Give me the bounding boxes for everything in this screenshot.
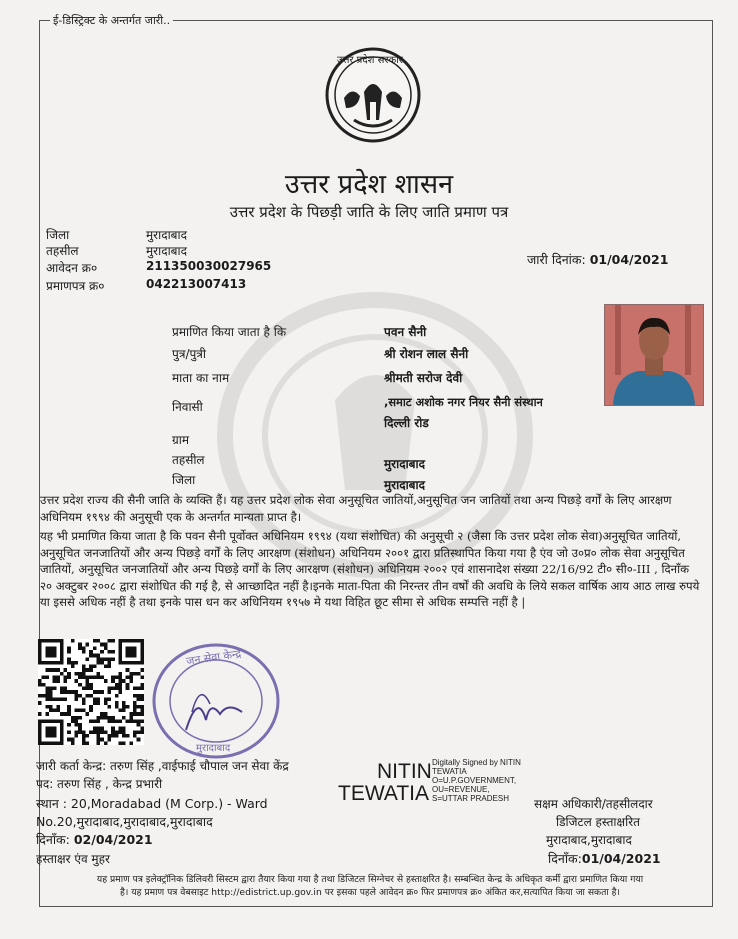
issuer-post: पद: तरुण सिंह , केन्द्र प्रभारी: [36, 777, 163, 791]
emblem-text: उत्तर प्रदेश सरकार: [337, 55, 403, 66]
applicant-portrait-icon: [605, 305, 703, 405]
authority-date-value: 01/04/2021: [581, 851, 661, 866]
field-value-application-no: 211350030027965: [146, 259, 272, 273]
digital-sign-detail: S=UTTAR PRADESH: [432, 794, 509, 803]
issuer-place: स्थान : 20,Moradabad (M Corp.) - Ward: [36, 796, 268, 811]
issue-date: [527, 251, 668, 268]
digital-sign-details: [432, 758, 521, 803]
field-label-tehsil: तहसील: [46, 244, 79, 258]
digital-sign-name-1: NITIN: [377, 760, 432, 783]
digital-sign-detail: TEWATIA: [432, 767, 467, 776]
seal-top-text: जन सेवा केन्द्र: [185, 647, 242, 668]
detail-value-tehsil: मुरादाबाद: [384, 457, 426, 471]
issuer-date: [36, 831, 153, 848]
footer-note: [40, 873, 700, 899]
digital-sign-detail: Digitally Signed by NITIN: [432, 758, 521, 767]
detail-label-son-daughter: पुत्र/पुत्री: [172, 347, 207, 361]
detail-value-address-line2: दिल्ली रोड: [384, 416, 429, 430]
detail-label-mother: माता का नाम: [172, 371, 230, 385]
applicant-photo: [604, 304, 704, 406]
field-value-certificate-no: 042213007413: [146, 277, 247, 291]
authority-date-label: दिनाँक:: [548, 851, 582, 866]
caste-statement-paragraph: उत्तर प्रदेश राज्य की सैनी जाति के व्यक्ति हैं। यह उत्तर प्रदेश लोक सेवा अनुसूचित जातियों,अनुसूचित जन जातियों तथा अन्य पिछड़े वर्गों के लिए आरक्षण अधिनियम १९९४ की अनुसूची एक के अन्तर्गत मान्यता प्राप्त है।: [40, 493, 672, 524]
page-subtitle: उत्तर प्रदेश के पिछड़ी जाति के लिए जाति प्रमाण पत्र: [229, 203, 509, 221]
issuer-date-label: दिनाँक:: [36, 832, 70, 847]
digital-sign-name-2: TEWATIA: [338, 782, 429, 805]
issue-date-label: जारी दिनांक:: [527, 252, 586, 267]
field-label-district: जिला: [46, 228, 70, 242]
detail-label-village: ग्राम: [172, 433, 190, 447]
detail-label-tehsil: तहसील: [172, 453, 205, 467]
detail-value-district: मुरादाबाद: [384, 478, 426, 492]
footer-line: है। यह प्रमाण पत्र वेबसाइट http://edistrict.up.gov.in पर इसका पहले आवेदन क्र० फिर प्रमाणपत्र क्र० अंकित कर,सत्यापित किया जा सकता है।: [120, 887, 620, 898]
seal-bottom-text: मुरादाबाद: [196, 743, 231, 754]
detail-value-address: ,समाट अशोक नगर नियर सैनी संस्थान: [384, 395, 543, 409]
authority-date: [548, 850, 661, 867]
footer-line: यह प्रमाण पत्र इलेक्ट्रॉनिक डिलिवरी सिस्टम द्वारा तैयार किया गया है तथा डिजिटल सिग्नेचर से हस्ताक्षरित है। सम्बन्धित केन्द्र के अधिकृत कर्मी द्वारा प्रमाणित किया गया: [96, 874, 644, 885]
detail-value-name: पवन सैनी: [384, 325, 427, 339]
authority-digital-signed: डिजिटल हस्ताक्षरित: [556, 815, 640, 829]
detail-label-certified: प्रमाणित किया जाता है कि: [172, 325, 287, 339]
detail-label-district: जिला: [172, 473, 196, 487]
field-value-district: मुरादाबाद: [146, 228, 188, 242]
page-title: उत्तर प्रदेश शासन: [284, 169, 454, 200]
header-note: ई-डिस्ट्रिक्ट के अन्तर्गत जारी..: [50, 13, 173, 28]
qr-code-icon: [38, 639, 144, 745]
detail-label-resident: निवासी: [172, 400, 203, 414]
issuer-signature-label: हस्ताक्षर एंव मुहर: [36, 852, 110, 866]
creamy-layer-paragraph: यह भी प्रमाणित किया जाता है कि पवन सैनी पूर्वोक्त अधिनियम १९९४ (यथा संशोधित) की अनुसूची २ (जैसा कि उत्तर प्रदेश लोक सेवा)अनुसूचित जातियों, अनुसूचित जनजातियों और अन्य पिछड़े वर्गों के लिए आरक्षण (संशोधन) अधिनियम २००१ द्वारा प्रतिस्थापित किया गया है एंव जो उ०प्र० लोक सेवा अनुसूचित जातियों, अनुसूचित जनजातियों और अन्य पिछड़े वर्गों के लिए आरक्षण (संशोधन) अधिनियम २००२ एवं शासनादेश संख्या 22/16/92 टी० सी०-III , दिनाँक २० अक्टुबर २००८ द्वारा संशोधित की गई है, से आच्छादित नहीं है।इनके माता-पिता की निरन्तर तीन वर्षों की अवधि के लिये सकल वार्षिक आय आठ लाख रुपये या इससे अधिक नहीं है तथा इनके पास धन कर अधिनियम १९५७ मे यथा विहित छूट सीमा से अधिक सम्पत्ति नहीं है |: [40, 529, 700, 610]
authority-designation: सक्षम अधिकारी/तहसीलदार: [534, 797, 653, 811]
field-label-application-no: आवेदन क्र०: [46, 261, 98, 275]
field-value-tehsil: मुरादाबाद: [146, 244, 188, 258]
detail-value-father: श्री रोशन लाल सैनी: [384, 347, 469, 361]
issuer-date-value: 02/04/2021: [73, 832, 153, 847]
digital-sign-detail: O=U.P.GOVERNMENT,: [432, 776, 517, 785]
authority-place: मुरादाबाद,मुरादाबाद: [546, 833, 632, 847]
issuer-centre: जारी कर्ता केन्द्र: तरुण सिंह ,वाईफाई चौपाल जन सेवा केंद्र: [36, 759, 289, 773]
detail-value-mother: श्रीमती सरोज देवी: [384, 371, 463, 385]
issue-date-value: 01/04/2021: [589, 252, 669, 267]
field-label-certificate-no: प्रमाणपत्र क्र०: [46, 279, 105, 293]
digital-sign-detail: OU=REVENUE,: [432, 785, 490, 794]
issuer-place-line2: No.20,मुरादाबाद,मुरादाबाद,मुरादाबाद: [36, 814, 213, 829]
